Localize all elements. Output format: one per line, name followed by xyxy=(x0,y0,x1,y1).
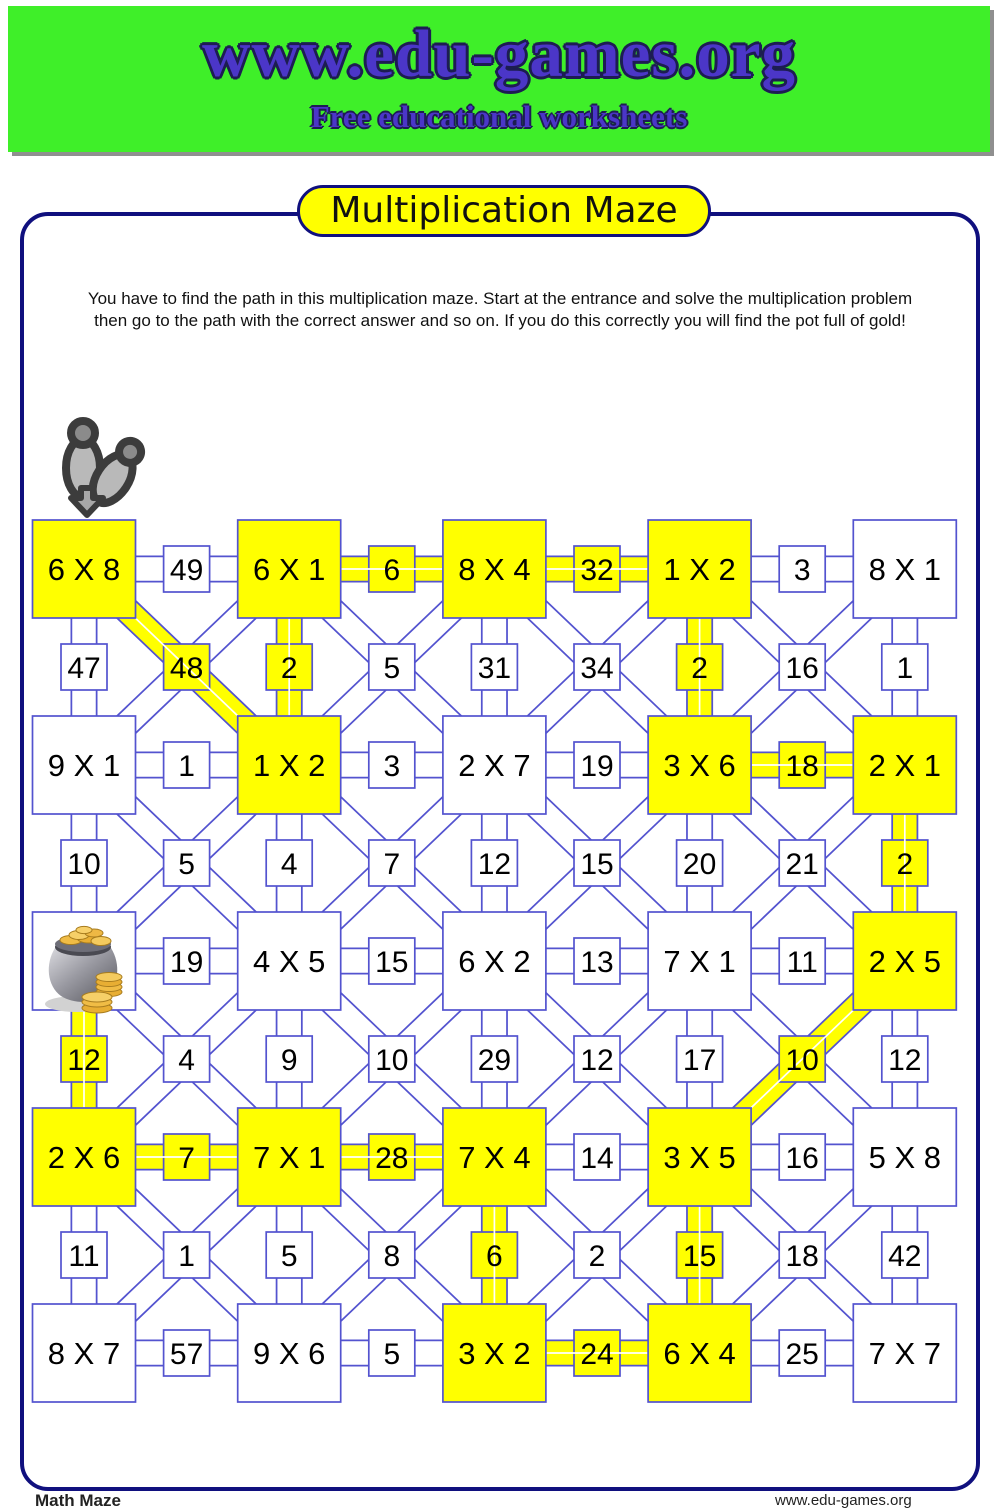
answer-label-r2c1: 47 xyxy=(67,652,101,685)
answer-label-r4c2: 5 xyxy=(178,848,195,881)
footer-left: Math Maze xyxy=(35,1491,121,1510)
answer-label-r5c4: 15 xyxy=(375,946,409,979)
answer-label-r9c6: 24 xyxy=(580,1338,614,1371)
answer-label-r2c8: 16 xyxy=(785,652,819,685)
answer-label-r4c7: 20 xyxy=(682,848,717,881)
answer-label-r8c9: 42 xyxy=(888,1240,922,1273)
answer-label-r9c2: 57 xyxy=(169,1338,204,1371)
answer-label-r4c3: 4 xyxy=(280,848,298,881)
answer-label-r8c3: 5 xyxy=(280,1240,298,1273)
answer-label-r8c2: 1 xyxy=(178,1240,195,1273)
answer-label-r1c2: 49 xyxy=(169,554,204,587)
answer-label-r2c4: 5 xyxy=(383,652,401,685)
answer-label-r6c2: 4 xyxy=(178,1044,195,1077)
problem-label-r9c3: 9 X 6 xyxy=(253,1336,326,1371)
problem-label-r5c9: 2 X 5 xyxy=(868,944,941,979)
problem-label-r7c1: 2 X 6 xyxy=(47,1140,121,1175)
answer-label-r8c1: 11 xyxy=(68,1240,100,1273)
answer-label-r5c2: 19 xyxy=(169,946,204,979)
problem-label-r1c5: 8 X 4 xyxy=(458,552,531,587)
problem-label-r3c5: 2 X 7 xyxy=(458,748,531,783)
answer-label-r5c8: 11 xyxy=(786,946,818,979)
problem-label-r1c1: 6 X 8 xyxy=(47,552,121,587)
problem-label-r9c9: 7 X 7 xyxy=(868,1336,941,1371)
answer-label-r7c2: 7 xyxy=(178,1142,195,1175)
problem-label-r1c3: 6 X 1 xyxy=(253,552,326,587)
problem-label-r7c3: 7 X 1 xyxy=(253,1140,326,1175)
answer-label-r6c3: 9 xyxy=(280,1044,298,1077)
problem-label-r9c5: 3 X 2 xyxy=(458,1336,531,1371)
answer-label-r4c8: 21 xyxy=(785,848,819,881)
instructions-line1: You have to find the path in this multiplication maze. Start at the entrance and solve the multiplication problem xyxy=(87,289,913,308)
answer-label-r7c6: 14 xyxy=(580,1142,614,1175)
answer-label-r9c8: 25 xyxy=(785,1338,819,1371)
instructions xyxy=(50,288,950,332)
problem-label-r9c1: 8 X 7 xyxy=(47,1336,121,1371)
answer-label-r6c5: 29 xyxy=(477,1044,512,1077)
answer-label-r1c6: 32 xyxy=(580,554,614,587)
problem-label-r1c7: 1 X 2 xyxy=(663,552,736,587)
problem-label-r3c3: 1 X 2 xyxy=(253,748,326,783)
answer-label-r6c9: 12 xyxy=(888,1044,922,1077)
answer-label-r3c2: 1 xyxy=(178,750,195,783)
answer-label-r2c5: 31 xyxy=(477,652,512,685)
answer-label-r3c6: 19 xyxy=(580,750,614,783)
answer-label-r4c6: 15 xyxy=(580,848,614,881)
answer-label-r4c4: 7 xyxy=(383,848,401,881)
problem-label-r9c7: 6 X 4 xyxy=(663,1336,736,1371)
answer-label-r6c8: 10 xyxy=(785,1044,819,1077)
answer-label-r5c6: 13 xyxy=(580,946,614,979)
answer-label-r8c8: 18 xyxy=(785,1240,819,1273)
answer-label-r4c1: 10 xyxy=(67,848,101,881)
answer-label-r8c6: 2 xyxy=(588,1240,606,1273)
problem-label-r3c1: 9 X 1 xyxy=(47,748,121,783)
answer-label-r3c4: 3 xyxy=(383,750,401,783)
problem-label-r7c9: 5 X 8 xyxy=(868,1140,941,1175)
answer-label-r8c4: 8 xyxy=(383,1240,401,1273)
answer-label-r6c4: 10 xyxy=(375,1044,409,1077)
worksheet-title: Multiplication Maze xyxy=(297,185,711,237)
site-title: www.edu-games.org xyxy=(202,17,796,91)
answer-label-r6c7: 17 xyxy=(682,1044,717,1077)
instructions-line2: then go to the path with the correct answer and so on. If you do this correctly you will find the pot full of gold! xyxy=(94,311,906,331)
answer-label-r6c1: 12 xyxy=(67,1044,101,1077)
problem-label-r7c7: 3 X 5 xyxy=(663,1140,736,1175)
answer-label-r6c6: 12 xyxy=(580,1044,614,1077)
problem-label-r3c9: 2 X 1 xyxy=(868,748,941,783)
answer-label-r1c4: 6 xyxy=(383,554,401,587)
answer-label-r8c5: 6 xyxy=(486,1240,503,1273)
answer-label-r8c7: 15 xyxy=(682,1240,717,1273)
answer-label-r1c8: 3 xyxy=(793,554,811,587)
problem-label-r3c7: 3 X 6 xyxy=(663,748,736,783)
problem-label-r5c7: 7 X 1 xyxy=(663,944,736,979)
problem-label-r1c9: 8 X 1 xyxy=(868,552,941,587)
answer-label-r2c9: 1 xyxy=(896,652,914,685)
answer-label-r2c7: 2 xyxy=(691,652,708,685)
answer-label-r2c6: 34 xyxy=(580,652,614,685)
problem-label-r7c5: 7 X 4 xyxy=(458,1140,531,1175)
problem-label-r5c5: 6 X 2 xyxy=(458,944,531,979)
answer-label-r4c9: 2 xyxy=(896,848,914,881)
answer-label-r2c3: 2 xyxy=(280,652,298,685)
answer-label-r7c4: 28 xyxy=(375,1142,409,1175)
answer-label-r9c4: 5 xyxy=(383,1338,401,1371)
footer-right: www.edu-games.org xyxy=(775,1492,912,1509)
answer-label-r3c8: 18 xyxy=(785,750,819,783)
problem-label-r5c3: 4 X 5 xyxy=(253,944,326,979)
answer-label-r2c2: 48 xyxy=(169,652,204,685)
answer-label-r4c5: 12 xyxy=(477,848,512,881)
site-subtitle: Free educational worksheets xyxy=(310,99,688,134)
answer-label-r7c8: 16 xyxy=(785,1142,819,1175)
